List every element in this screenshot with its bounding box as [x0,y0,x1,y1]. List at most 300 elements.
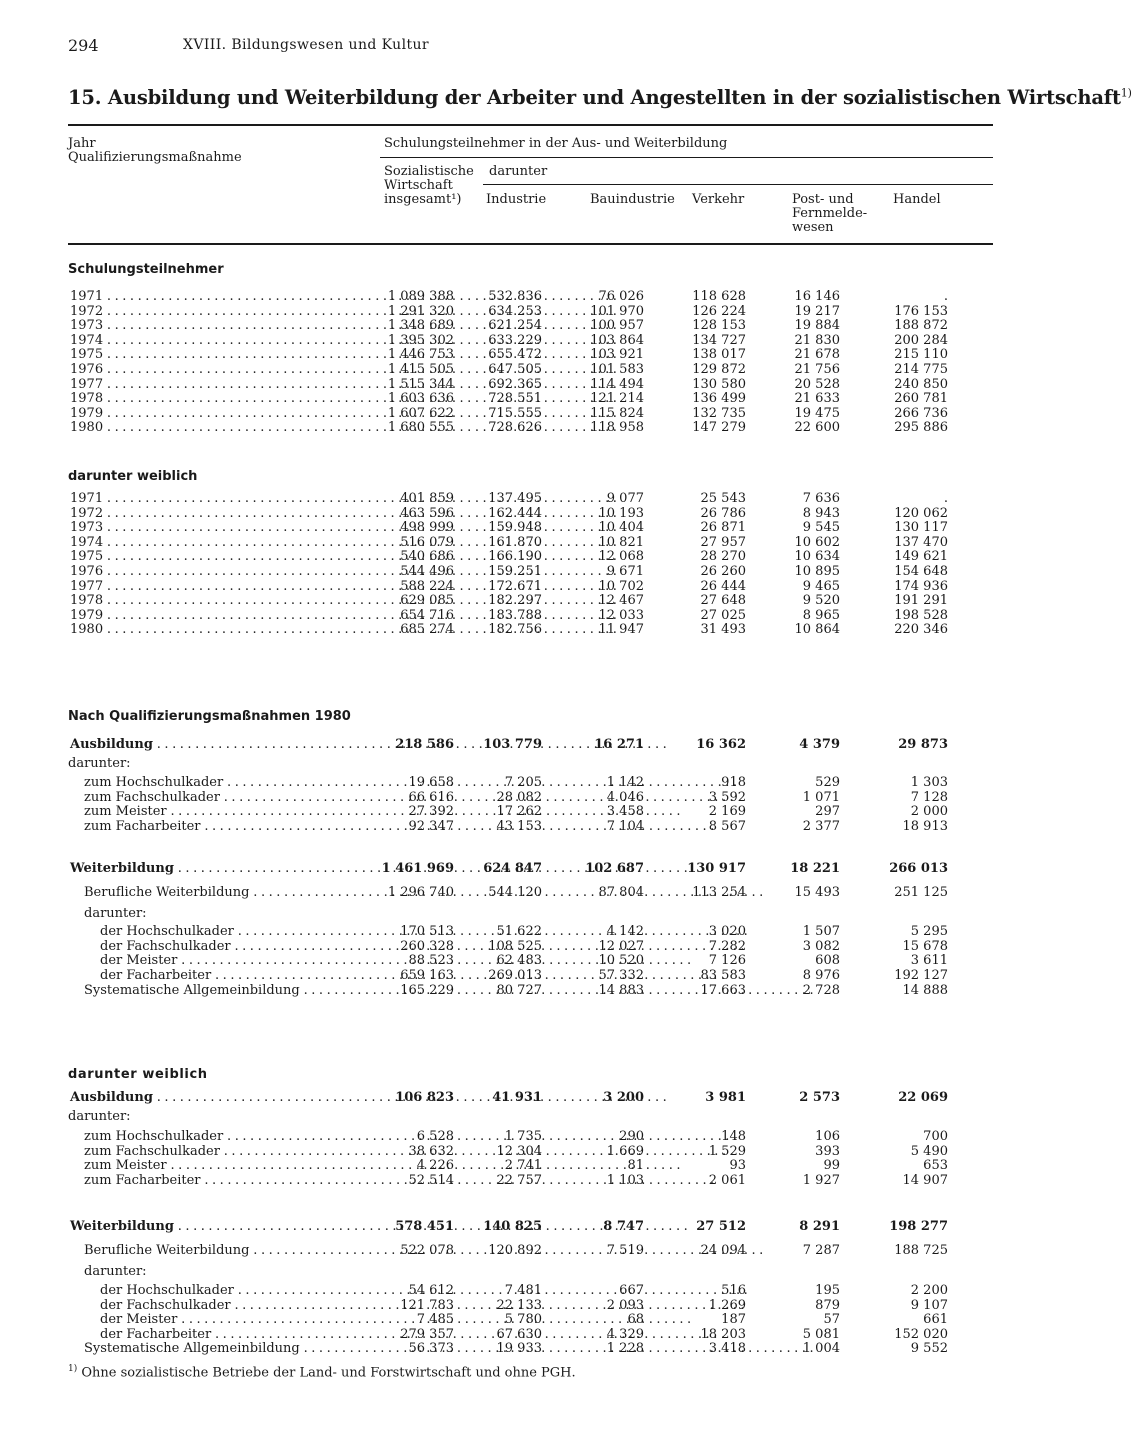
table-row [0,819,1024,834]
row-label [84,775,375,790]
row-label [84,983,375,998]
section-heading: darunter weiblich [68,1067,208,1082]
cell-value: 120 062 [894,505,948,521]
cell-value: 28 082 [496,789,542,805]
year-row [0,391,1024,406]
cell-value: 137 495 [488,491,542,506]
stub-header-jahr: Jahr [68,136,96,151]
footnote-mark: 1) [68,1364,78,1374]
cell-value: 654 716 [400,607,454,623]
row-label [100,953,375,968]
section-heading: Nach Qualifizierungsmaßnahmen 1980 [68,709,351,724]
berufliche-row [0,1243,1024,1258]
cell-value: 634 253 [488,303,542,319]
cell-value: 4 329 [606,1326,644,1342]
cell-value: 195 [815,1283,840,1298]
cell-value: 12 027 [598,938,644,954]
row-label [100,1327,375,1342]
year-row [0,333,1024,348]
cell-value: 28 270 [700,549,746,565]
year-row [0,491,1024,506]
cell-value: 1 680 555 [387,420,454,436]
cell-value: 4 379 [799,737,840,752]
cell-value: 3 458 [606,804,644,820]
row-label [70,622,375,637]
row-label [70,491,375,506]
cell-value: 1 415 505 [387,362,454,377]
cell-value: 106 [815,1129,840,1144]
cell-value: 516 079 [400,534,454,550]
cell-value: 3 592 [708,789,746,805]
row-label [84,1158,375,1173]
year-row [0,506,1024,521]
table-row [0,953,1024,968]
year-row [0,406,1024,421]
footnote [68,1364,576,1380]
cell-value: 43 153 [496,818,542,834]
table-row [0,775,1024,790]
row-label [70,377,375,392]
row-label-text: 1979 [70,607,104,623]
cell-value: 2 000 [910,804,948,820]
row-label [84,885,375,900]
cell-value: 2 728 [802,983,840,998]
cell-value: 2 061 [708,1172,746,1188]
cell-value: 152 020 [894,1326,948,1342]
row-label [100,1283,375,1298]
row-label [84,790,375,805]
table-title-text: 15. Ausbildung und Weiterbildung der Arbeiter und Angestellten in der sozialistischen Wirtschaft [68,86,1121,109]
cell-value: 5 780 [504,1312,542,1328]
cell-value: 401 859 [400,491,454,506]
cell-value: 1 395 302 [387,332,454,348]
row-label-text: der Facharbeiter [100,1326,212,1342]
cell-value: 9 671 [606,564,644,579]
year-row [0,608,1024,623]
row-label-text: der Meister [100,953,178,969]
cell-value: 100 957 [590,318,644,334]
cell-value: 26 444 [700,578,746,594]
cell-value: 3 200 [603,1090,644,1105]
cell-value: 7 519 [606,1243,644,1258]
cell-value: 27 025 [700,607,746,623]
year-row [0,420,1024,435]
cell-value: 170 513 [400,924,454,939]
row-label-text: zum Fachschulkader [84,789,220,805]
cell-value: 3 611 [910,953,948,969]
cell-value: 1 269 [708,1297,746,1313]
cell-value: 9 077 [606,491,644,506]
cell-value: 188 725 [894,1243,948,1258]
table-row [0,1327,1024,1342]
row-label [84,1144,375,1159]
table-row [0,790,1024,805]
row-label-text: Berufliche Weiterbildung [84,1243,250,1258]
cell-value: 147 279 [692,420,746,436]
year-row [0,289,1024,304]
cell-value: 218 586 [395,737,454,752]
cell-value: 624 847 [483,861,542,876]
cell-value: 2 377 [802,818,840,834]
cell-value: 80 727 [496,983,542,998]
cell-value: 269 013 [488,967,542,983]
row-label [70,406,375,421]
cell-value: 66 616 [408,789,454,805]
row-label-text: 1980 [70,622,104,638]
row-label-text: Systematische Allgemeinbildung [84,1341,300,1357]
cell-value: 1 446 753 [387,347,454,363]
cell-value: 22 600 [794,420,840,436]
cell-value: 2 200 [910,1283,948,1298]
cell-value: 103 864 [590,332,644,348]
cell-value: 12 033 [598,607,644,623]
cell-value: 21 756 [794,362,840,377]
row-label-text: 1978 [70,391,104,407]
cell-value: 621 254 [488,318,542,334]
cell-value: 120 892 [488,1243,542,1258]
row-label-text: der Fachschulkader [100,1297,231,1313]
cell-value: 16 362 [696,737,746,752]
cell-value: 692 365 [488,376,542,392]
cell-value: 198 528 [894,607,948,623]
table-row [0,968,1024,983]
cell-value: 879 [815,1297,840,1313]
table-title [68,86,1132,109]
cell-value: 62 483 [496,953,542,969]
cell-value: 608 [815,953,840,969]
cell-value: 7 481 [504,1283,542,1298]
cell-value: 51 622 [496,924,542,939]
cell-value: 136 499 [692,391,746,407]
footnote-text: Ohne sozialistische Betriebe der Land- und Forstwirtschaft und ohne PGH. [81,1365,576,1381]
cell-value: 279 357 [400,1326,454,1342]
cell-value: 166 190 [488,549,542,565]
cell-value: 15 493 [794,885,840,900]
table-row [0,1298,1024,1313]
cell-value: 27 648 [700,593,746,609]
row-label-text: der Fachschulkader [100,938,231,954]
cell-value: 22 757 [496,1172,542,1188]
cell-value: 57 332 [598,967,644,983]
cell-value: 215 110 [894,347,948,363]
cell-value: 22 069 [898,1090,948,1105]
cell-value: 93 [729,1158,746,1174]
cell-value: 121 214 [590,391,644,407]
year-row [0,535,1024,550]
table-row [0,1283,1024,1298]
cell-value: 10 864 [794,622,840,638]
row-label [70,420,375,435]
cell-value: 19 658 [408,775,454,790]
cell-value: 130 917 [687,861,746,876]
cell-value: 126 224 [692,303,746,319]
cell-value: 99 [823,1158,840,1174]
cell-value: 92 347 [408,818,454,834]
row-label [70,1219,375,1234]
cell-value: 121 783 [400,1297,454,1313]
cell-value: 18 913 [902,818,948,834]
row-label-text: 1973 [70,520,104,536]
cell-value: 54 612 [408,1283,454,1298]
cell-value: 7 205 [504,775,542,790]
cell-value: 240 850 [894,376,948,392]
row-label [100,1298,375,1313]
cell-value: 290 [619,1129,644,1144]
cell-value: 26 786 [700,505,746,521]
cell-value: 103 921 [590,347,644,363]
row-label-text: 1974 [70,332,104,348]
cell-value: 174 936 [894,578,948,594]
cell-value: 21 678 [794,347,840,363]
row-label [70,737,375,752]
cell-value: 655 472 [488,347,542,363]
cell-value: 12 467 [598,593,644,609]
col-header-bauindustrie: Bauindustrie [590,192,675,207]
cell-value: 1 515 344 [387,376,454,392]
cell-value: 629 085 [400,593,454,609]
cell-value: 172 671 [488,578,542,594]
table-row [0,804,1024,819]
section-heading: darunter weiblich [68,469,198,484]
row-label-text: zum Hochschulkader [84,775,224,790]
cell-value: 8 567 [708,818,746,834]
table-row [0,1144,1024,1159]
cell-value: 2 093 [606,1297,644,1313]
row-label-text: 1975 [70,347,104,363]
cell-value: 68 [627,1312,644,1328]
row-label-text: 1977 [70,578,104,594]
row-label [70,593,375,608]
table-row [0,1158,1024,1173]
cell-value: 118 958 [590,420,644,436]
col-header-post: Post- und Fernmelde-wesen [792,192,868,235]
col-header-verkehr: Verkehr [692,192,745,207]
cell-value: 18 203 [700,1326,746,1342]
row-label-text: 1980 [70,420,104,436]
row-label [70,520,375,535]
row-label-text: 1973 [70,318,104,334]
header-bottom-rule [68,243,993,245]
year-row [0,593,1024,608]
cell-value: 87 804 [598,885,644,900]
cell-value: 41 931 [492,1090,542,1105]
cell-value: 18 221 [790,861,840,876]
table-row [0,939,1024,954]
cell-value: 5 490 [910,1143,948,1159]
cell-value: 516 [721,1283,746,1298]
cell-value: 12 068 [598,549,644,565]
year-row [0,377,1024,392]
cell-value: 128 153 [692,318,746,334]
cell-value: 26 260 [700,564,746,579]
col-header-handel: Handel [893,192,941,207]
cell-value: 192 127 [894,967,948,983]
cell-value: 667 [619,1283,644,1298]
table-row [0,1173,1024,1188]
year-row [0,549,1024,564]
cell-value: 176 153 [894,303,948,319]
col-header-darunter: darunter [489,164,548,179]
year-row [0,362,1024,377]
row-label [100,924,375,939]
stub-header-massnahme: Qualifizierungsmaßnahme [68,150,242,165]
cell-value: 17 262 [496,804,542,820]
row-label [84,819,375,834]
cell-value: 11 947 [598,622,644,638]
cell-value: 200 284 [894,332,948,348]
cell-value: 24 094 [700,1243,746,1258]
cell-value: 540 686 [400,549,454,565]
cell-value: 9 107 [910,1297,948,1313]
ausbildung-row [0,1090,1024,1105]
cell-value: 220 346 [894,622,948,638]
cell-value: . [943,491,948,506]
row-label-text: 1971 [70,289,104,304]
cell-value: 138 017 [692,347,746,363]
cell-value: 5 081 [802,1326,840,1342]
cell-value: 295 886 [894,420,948,436]
row-label [70,289,375,304]
darunter-label: darunter: [84,1264,147,1279]
cell-value: 266 013 [889,861,948,876]
weiterbildung-row [0,1219,1024,1234]
cell-value: 16 271 [594,737,644,752]
cell-value: 162 444 [488,505,542,521]
year-row [0,520,1024,535]
cell-value: 1 071 [802,789,840,805]
row-label-text: 1976 [70,564,104,579]
cell-value: 7 485 [416,1312,454,1328]
cell-value: 165 229 [400,983,454,998]
cell-value: 10 193 [598,505,644,521]
cell-value: 8 976 [802,967,840,983]
cell-value: 101 583 [590,362,644,377]
row-label-text: 1972 [70,505,104,521]
cell-value: 27 392 [408,804,454,820]
cell-value: 522 078 [400,1243,454,1258]
row-label [70,362,375,377]
year-row [0,304,1024,319]
weiterbildung-row [0,861,1024,876]
cell-value: 183 788 [488,607,542,623]
cell-value: 529 [815,775,840,790]
cell-value: 21 633 [794,391,840,407]
row-label-text: der Hochschulkader [100,924,234,939]
table-row [0,1312,1024,1327]
cell-value: 14 888 [902,983,948,998]
cell-value: 1 507 [802,924,840,939]
year-row [0,347,1024,362]
cell-value: 29 873 [898,737,948,752]
row-label [100,968,375,983]
year-row [0,564,1024,579]
cell-value: 463 596 [400,505,454,521]
cell-value: 83 583 [700,967,746,983]
cell-value: 588 224 [400,578,454,594]
cell-value: 214 775 [894,362,948,377]
col-header-insgesamt: Sozialistische Wirtschaft insgesamt¹) [384,164,474,207]
row-label-text: zum Hochschulkader [84,1129,224,1144]
cell-value: 154 648 [894,564,948,579]
cell-value: 3 418 [708,1341,746,1357]
cell-value: 148 [721,1129,746,1144]
year-row [0,622,1024,637]
row-label-text: Ausbildung [70,737,153,752]
cell-value: 8 747 [603,1219,644,1234]
cell-value: . [943,289,948,304]
cell-value: 31 493 [700,622,746,638]
cell-value: 7 104 [606,818,644,834]
cell-value: 2 573 [799,1090,840,1105]
cell-value: 659 163 [400,967,454,983]
cell-value: 56 373 [408,1341,454,1357]
cell-value: 1 348 689 [387,318,454,334]
row-label-text: 1974 [70,534,104,550]
cell-value: 9 552 [910,1341,948,1357]
cell-value: 4 046 [606,789,644,805]
cell-value: 76 026 [598,289,644,304]
cell-value: 101 970 [590,303,644,319]
cell-value: 130 580 [692,376,746,392]
cell-value: 10 602 [794,534,840,550]
cell-value: 19 884 [794,318,840,334]
row-label-text: zum Fachschulkader [84,1143,220,1159]
cell-value: 1 669 [606,1143,644,1159]
cell-value: 9 545 [802,520,840,536]
row-label [70,861,375,876]
row-label [70,333,375,348]
cell-value: 25 543 [700,491,746,506]
cell-value: 4 142 [606,924,644,939]
cell-value: 8 965 [802,607,840,623]
cell-value: 700 [923,1129,948,1144]
row-label [70,1090,375,1105]
cell-value: 633 229 [488,332,542,348]
year-row [0,579,1024,594]
spanner-rule [380,157,993,158]
cell-value: 52 514 [408,1172,454,1188]
cell-value: 159 251 [488,564,542,579]
cell-value: 22 133 [496,1297,542,1313]
darunter-label: darunter: [84,906,147,921]
row-label-text: zum Facharbeiter [84,818,201,834]
cell-value: 67 630 [496,1326,542,1342]
year-row [0,318,1024,333]
row-label [84,1341,375,1356]
row-label-text: der Hochschulkader [100,1283,234,1298]
row-label [70,549,375,564]
cell-value: 7 282 [708,938,746,954]
row-label-text: Systematische Allgemeinbildung [84,983,300,998]
cell-value: 3 981 [705,1090,746,1105]
cell-value: 1 461 969 [381,861,454,876]
cell-value: 728 551 [488,391,542,407]
cell-value: 260 781 [894,391,948,407]
cell-value: 16 146 [794,289,840,304]
row-label [84,1129,375,1144]
cell-value: 10 634 [794,549,840,565]
cell-value: 38 632 [408,1143,454,1159]
cell-value: 1 004 [802,1341,840,1357]
row-label-text: 1979 [70,405,104,421]
cell-value: 12 304 [496,1143,542,1159]
row-label [70,608,375,623]
cell-value: 1 089 388 [387,289,454,304]
cell-value: 132 735 [692,405,746,421]
row-label [70,347,375,362]
row-label-text: Ausbildung [70,1090,153,1105]
cell-value: 10 520 [598,953,644,969]
